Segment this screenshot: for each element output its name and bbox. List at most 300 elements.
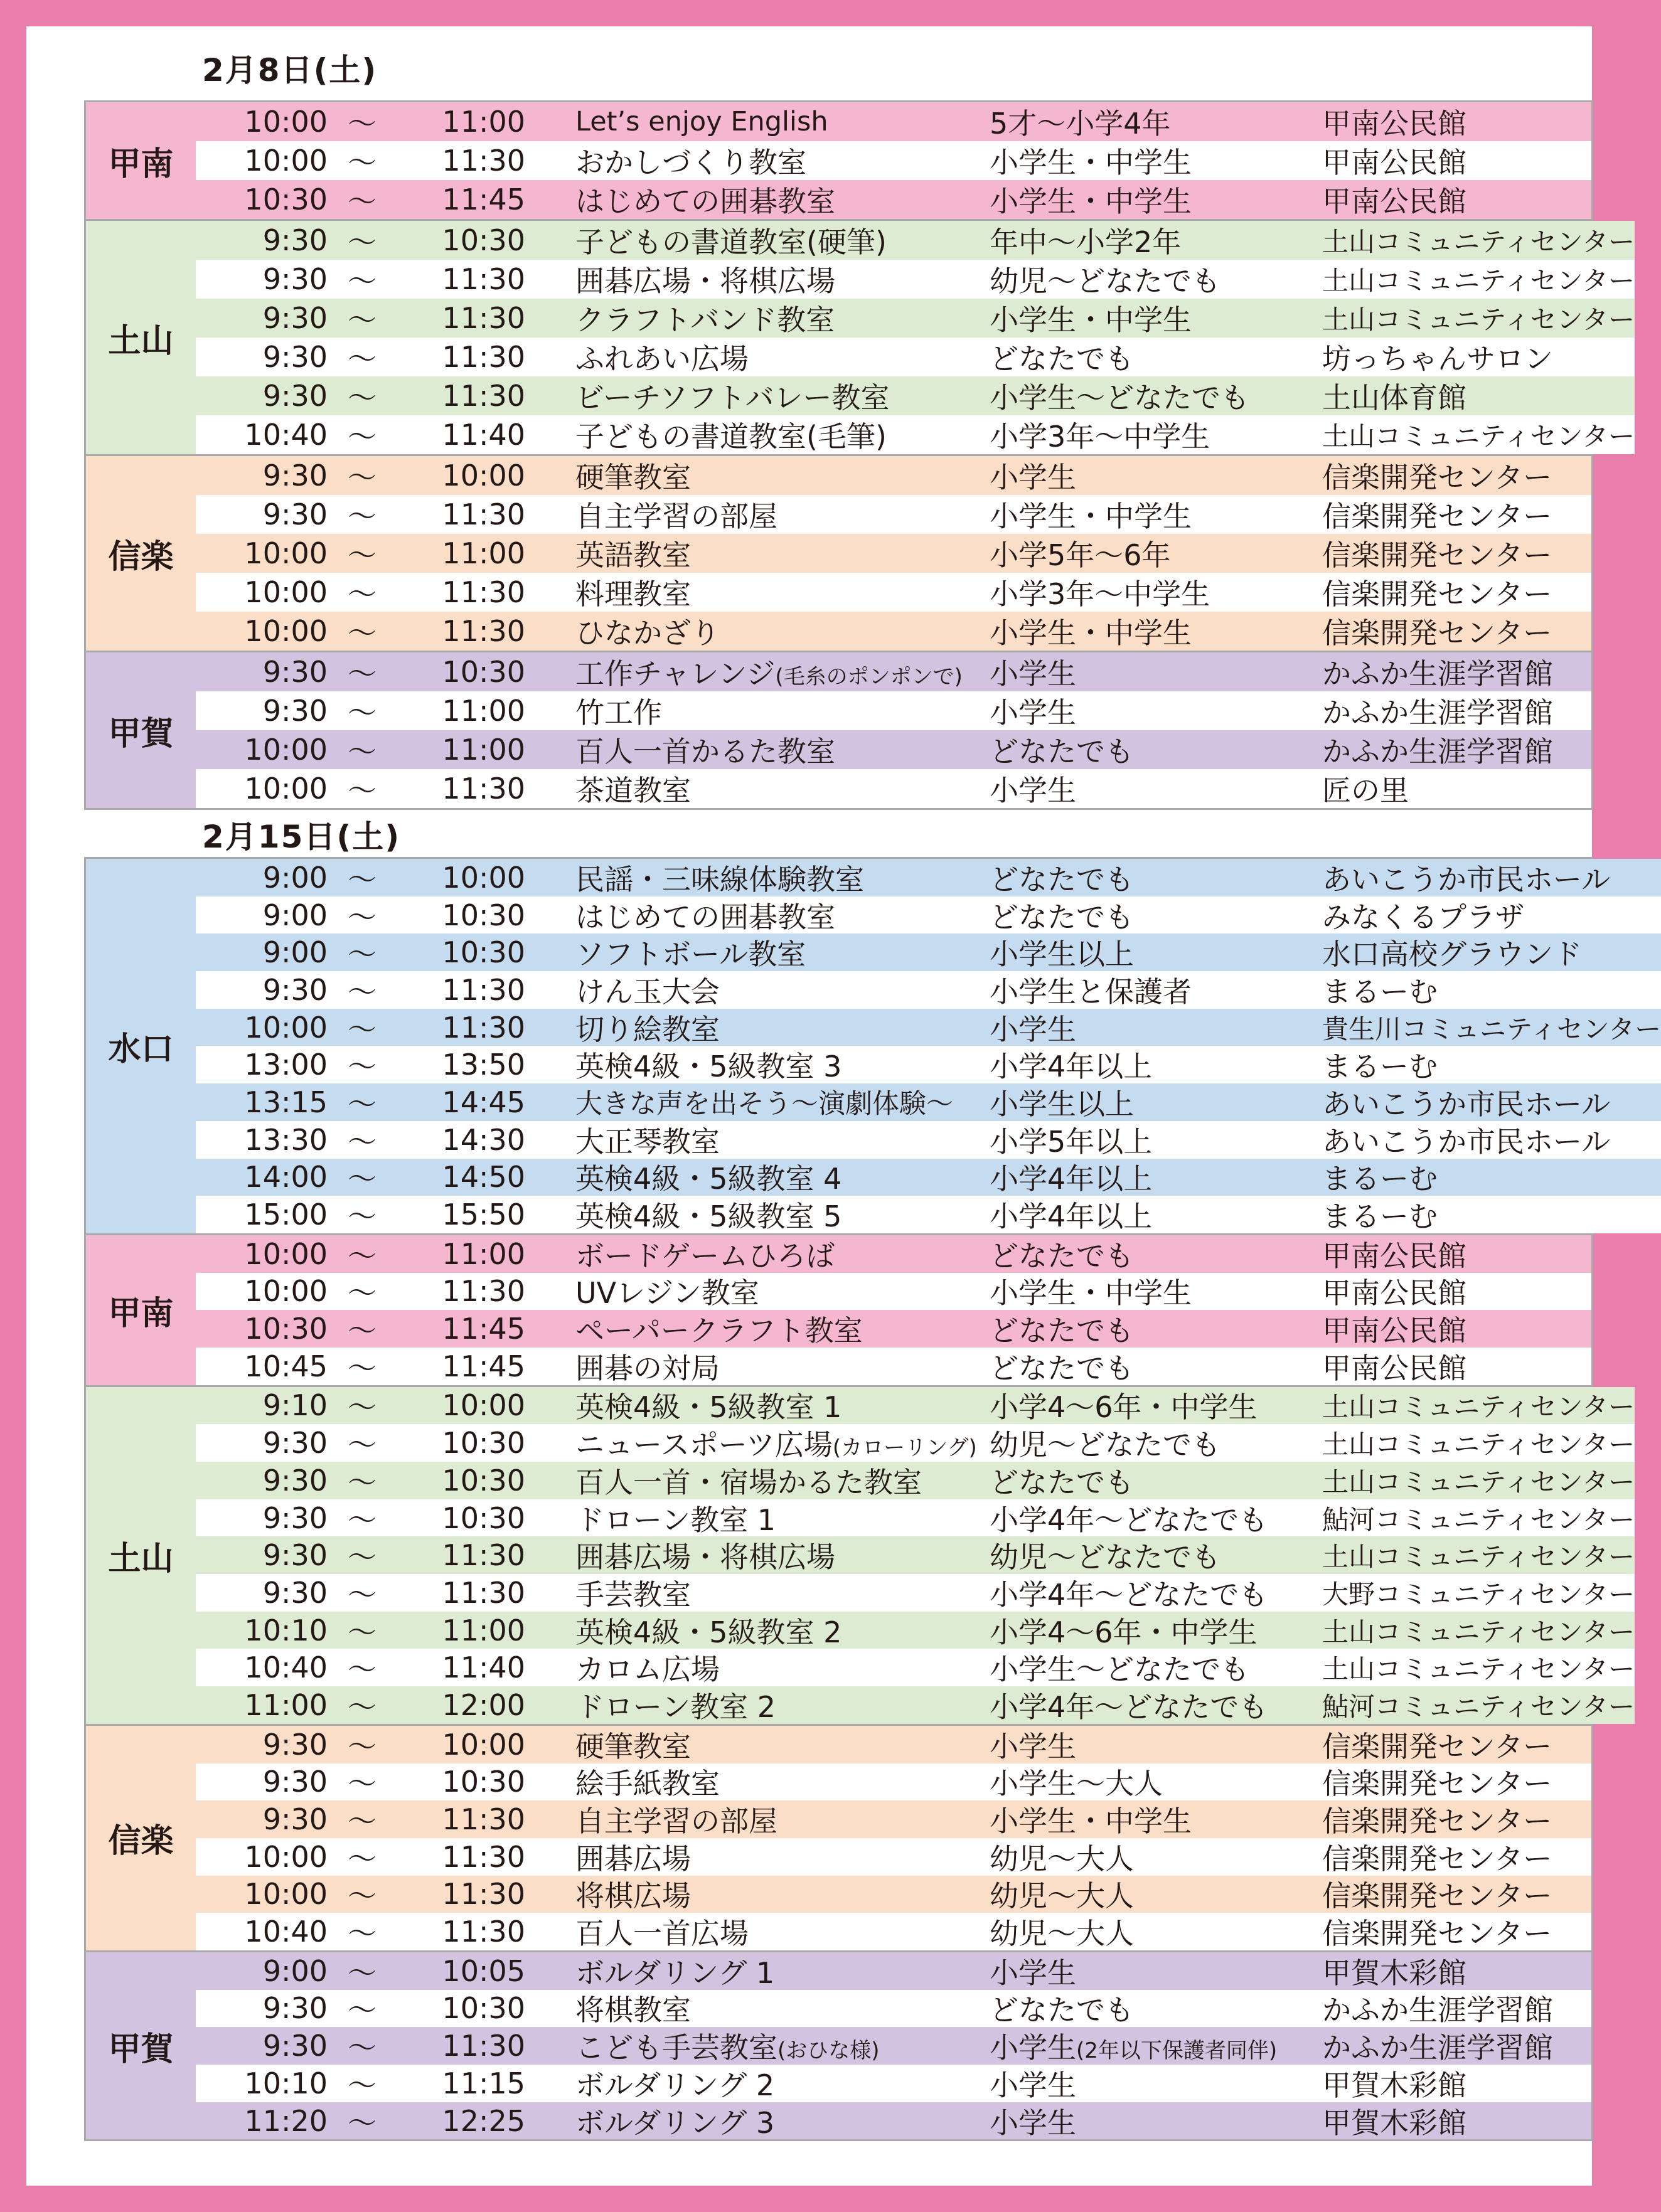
event-name bbox=[575, 1422, 990, 1464]
venue-name: かふか生涯学習館 bbox=[1322, 735, 1553, 768]
target-text: 幼児～大人 bbox=[990, 1841, 1134, 1876]
venue-name: 信楽開発センター bbox=[1322, 1879, 1552, 1913]
event-name bbox=[575, 1007, 990, 1048]
venue-name: まるーむ bbox=[1322, 1162, 1438, 1196]
event-title: ボルダリング 3 bbox=[575, 2105, 775, 2140]
time-separator: ～ bbox=[348, 1238, 377, 1273]
venue-name: まるーむ bbox=[1322, 1199, 1438, 1234]
time-separator: ～ bbox=[348, 1917, 377, 1951]
event-name bbox=[575, 895, 990, 936]
start-time: 9:00 bbox=[262, 860, 328, 895]
time-separator: ～ bbox=[348, 2068, 377, 2102]
target-text: 小学生 bbox=[990, 2105, 1076, 2140]
target-text: 小学生 bbox=[990, 1729, 1076, 1763]
section-date-1: 2月8日(土) bbox=[202, 52, 378, 88]
event-name bbox=[575, 1044, 990, 1085]
target-audience bbox=[990, 1724, 1322, 1765]
event-name bbox=[575, 455, 990, 496]
target-audience bbox=[990, 1684, 1322, 1726]
event-title: ニュースポーツ広場 bbox=[575, 1428, 833, 1462]
venue-name: 甲南公民館 bbox=[1322, 1238, 1466, 1273]
target-text: 5才～小学4年 bbox=[990, 107, 1171, 141]
start-time: 9:30 bbox=[262, 1802, 328, 1837]
venue-name: 信楽開発センター bbox=[1322, 1917, 1552, 1951]
schedule-row bbox=[196, 1009, 1661, 1046]
event-title: けん玉大会 bbox=[575, 974, 720, 1009]
schedule-row bbox=[196, 221, 1635, 260]
time-separator: ～ bbox=[348, 1012, 377, 1046]
venue-name: 匠の里 bbox=[1322, 774, 1409, 807]
end-time: 10:30 bbox=[442, 1991, 525, 2026]
schedule-table-feb15 bbox=[84, 857, 1661, 2141]
end-time: 10:30 bbox=[442, 655, 525, 689]
venue-name: 土山コミュニティセンター bbox=[1322, 1616, 1635, 1647]
event-title: ドローン教室 1 bbox=[575, 1502, 776, 1537]
schedule-row bbox=[196, 769, 1591, 808]
target-text: どなたでも bbox=[990, 900, 1134, 934]
end-time: 11:30 bbox=[442, 379, 525, 413]
section-date-2: 2月15日(土) bbox=[202, 819, 401, 855]
target-audience bbox=[990, 1836, 1322, 1878]
area-label: 信楽 bbox=[86, 456, 196, 651]
schedule-row bbox=[196, 612, 1591, 651]
time-separator: ～ bbox=[348, 342, 377, 376]
start-time: 9:30 bbox=[262, 1426, 328, 1460]
time-separator: ～ bbox=[348, 1314, 377, 1348]
event-name bbox=[575, 572, 990, 613]
target-note: (2年以下保護者同伴) bbox=[1076, 2038, 1278, 2064]
venue-name: 信楽開発センター bbox=[1322, 577, 1552, 611]
area-group bbox=[86, 456, 1591, 652]
event-title: 英検4級・5級教室 3 bbox=[575, 1050, 842, 1084]
event-title: 大きな声を出そう～演劇体験～ bbox=[575, 1088, 953, 1120]
schedule-row bbox=[196, 180, 1591, 219]
event-name bbox=[575, 1308, 990, 1349]
event-name bbox=[575, 690, 990, 731]
end-time: 10:05 bbox=[442, 1954, 525, 1988]
end-time: 11:00 bbox=[442, 105, 525, 139]
schedule-row bbox=[196, 1046, 1661, 1083]
event-name bbox=[575, 2063, 990, 2104]
schedule-row bbox=[196, 573, 1591, 612]
event-name bbox=[575, 1233, 990, 1275]
area-label: 甲賀 bbox=[86, 1952, 196, 2139]
event-title: カロム広場 bbox=[575, 1652, 720, 1687]
schedule-row bbox=[196, 691, 1591, 730]
time-separator: ～ bbox=[348, 735, 377, 768]
end-time: 11:00 bbox=[442, 536, 525, 570]
schedule-row bbox=[196, 1348, 1591, 1385]
schedule-row bbox=[196, 1800, 1591, 1838]
time-separator: ～ bbox=[348, 774, 377, 807]
time-separator: ～ bbox=[348, 1689, 377, 1724]
end-time: 11:30 bbox=[442, 144, 525, 178]
area-group bbox=[86, 859, 1661, 1235]
event-title: 将棋教室 bbox=[575, 1993, 691, 2028]
venue-name: あいこうか市民ホール bbox=[1322, 1087, 1611, 1121]
end-time: 10:30 bbox=[442, 1765, 525, 1799]
time-separator: ～ bbox=[348, 657, 377, 691]
target-text: どなたでも bbox=[990, 1465, 1134, 1499]
event-name bbox=[575, 1836, 990, 1878]
start-time: 10:00 bbox=[244, 575, 328, 609]
venue-name: 信楽開発センター bbox=[1322, 1804, 1552, 1839]
start-time: 10:00 bbox=[244, 105, 328, 139]
venue-name: あいこうか市民ホール bbox=[1322, 1124, 1611, 1159]
event-title: 子どもの書道教室(毛筆) bbox=[575, 420, 887, 454]
event-title: ふれあい広場 bbox=[575, 342, 749, 376]
end-time: 14:45 bbox=[442, 1085, 525, 1119]
target-audience bbox=[990, 1308, 1322, 1349]
end-time: 11:30 bbox=[442, 1010, 525, 1045]
schedule-row bbox=[196, 1235, 1591, 1273]
time-separator: ～ bbox=[348, 1615, 377, 1649]
target-text: 小学生 bbox=[990, 1955, 1076, 1990]
time-separator: ～ bbox=[348, 1087, 377, 1121]
event-name bbox=[575, 297, 990, 339]
end-time: 11:45 bbox=[442, 1312, 525, 1346]
target-audience bbox=[990, 1270, 1322, 1312]
start-time: 9:30 bbox=[262, 972, 328, 1007]
time-separator: ～ bbox=[348, 1729, 377, 1763]
time-separator: ～ bbox=[348, 184, 377, 218]
event-title: 百人一首・宿場かるた教室 bbox=[575, 1465, 922, 1499]
start-time: 10:30 bbox=[244, 1312, 328, 1346]
venue-name: 甲南公民館 bbox=[1322, 1314, 1466, 1348]
end-time: 11:00 bbox=[442, 1236, 525, 1271]
target-text: 小学生・中学生 bbox=[990, 303, 1192, 337]
event-title: 将棋広場 bbox=[575, 1879, 691, 1913]
start-time: 13:15 bbox=[244, 1085, 328, 1119]
time-separator: ～ bbox=[348, 900, 377, 934]
target-text: 小学生 bbox=[990, 1012, 1076, 1046]
time-separator: ～ bbox=[348, 1577, 377, 1612]
schedule-row bbox=[196, 1763, 1591, 1801]
schedule-row bbox=[196, 1196, 1661, 1233]
event-name bbox=[575, 1684, 990, 1726]
start-time: 9:30 bbox=[262, 262, 328, 296]
event-name bbox=[575, 258, 990, 300]
start-time: 9:00 bbox=[262, 1954, 328, 1988]
area-label: 甲南 bbox=[86, 1235, 196, 1385]
end-time: 11:30 bbox=[442, 301, 525, 335]
event-title: UVレジン教室 bbox=[575, 1276, 759, 1311]
event-name bbox=[575, 1385, 990, 1426]
end-time: 10:30 bbox=[442, 898, 525, 932]
event-title: 民謡・三味線体験教室 bbox=[575, 862, 864, 896]
end-time: 11:30 bbox=[442, 2029, 525, 2063]
venue-name: かふか生涯学習館 bbox=[1322, 657, 1553, 691]
event-name bbox=[575, 1987, 990, 2029]
target-text: 小学4～6年・中学生 bbox=[990, 1390, 1258, 1425]
end-time: 11:30 bbox=[442, 972, 525, 1007]
target-text: 小学生・中学生 bbox=[990, 146, 1192, 179]
schedule-row bbox=[196, 1424, 1635, 1462]
target-text: 小学4年～どなたでも bbox=[990, 1577, 1268, 1612]
venue-name: 坊っちゃんサロン bbox=[1322, 342, 1553, 376]
end-time: 11:30 bbox=[442, 1802, 525, 1837]
event-name bbox=[575, 1270, 990, 1312]
event-title: 囲碁広場・将棋広場 bbox=[575, 264, 835, 298]
start-time: 9:30 bbox=[262, 223, 328, 257]
time-separator: ～ bbox=[348, 1124, 377, 1159]
target-audience bbox=[990, 140, 1322, 181]
event-title: 切り絵教室 bbox=[575, 1012, 720, 1046]
schedule-row bbox=[196, 933, 1661, 971]
event-name bbox=[575, 1873, 990, 1915]
schedule-row bbox=[196, 495, 1591, 534]
venue-name: 甲賀木彩館 bbox=[1322, 2105, 1466, 2140]
venue-name: 土山コミュニティセンター bbox=[1322, 1541, 1635, 1573]
schedule-row bbox=[196, 859, 1661, 896]
target-audience bbox=[990, 220, 1322, 261]
area-group bbox=[86, 1235, 1591, 1387]
start-time: 10:00 bbox=[244, 1877, 328, 1912]
schedule-row bbox=[196, 534, 1591, 573]
target-text: 小学4～6年・中学生 bbox=[990, 1615, 1258, 1649]
target-text: 小学生～大人 bbox=[990, 1767, 1163, 1801]
start-time: 9:30 bbox=[262, 2029, 328, 2063]
target-audience bbox=[990, 1346, 1322, 1387]
area-label: 甲南 bbox=[86, 102, 196, 219]
end-time: 10:30 bbox=[442, 1426, 525, 1460]
target-audience bbox=[990, 2063, 1322, 2104]
start-time: 10:00 bbox=[244, 1010, 328, 1045]
event-name bbox=[575, 220, 990, 261]
target-text: 幼児～大人 bbox=[990, 1917, 1134, 1951]
start-time: 9:30 bbox=[262, 1575, 328, 1610]
venue-name: 土山コミュニティセンター bbox=[1322, 1654, 1635, 1685]
start-time: 14:00 bbox=[244, 1160, 328, 1194]
event-title: 囲碁の対局 bbox=[575, 1351, 720, 1385]
venue-name: かふか生涯学習館 bbox=[1322, 1993, 1553, 2028]
start-time: 10:00 bbox=[244, 772, 328, 806]
target-audience bbox=[990, 1119, 1322, 1161]
target-audience bbox=[990, 1194, 1322, 1235]
end-time: 10:00 bbox=[442, 1727, 525, 1762]
event-title: 自主学習の部屋 bbox=[575, 499, 777, 533]
start-time: 10:30 bbox=[244, 183, 328, 216]
venue-name: 信楽開発センター bbox=[1322, 616, 1552, 650]
schedule-row bbox=[196, 1536, 1635, 1574]
target-audience bbox=[990, 857, 1322, 898]
start-time: 9:00 bbox=[262, 898, 328, 932]
event-name bbox=[575, 1346, 990, 1387]
event-title: 英検4級・5級教室 2 bbox=[575, 1615, 842, 1649]
start-time: 9:30 bbox=[262, 655, 328, 689]
event-title: こども手芸教室 bbox=[575, 2031, 777, 2065]
time-separator: ～ bbox=[348, 862, 377, 896]
target-text: 小学生～どなたでも bbox=[990, 1652, 1249, 1687]
time-separator: ～ bbox=[348, 1955, 377, 1990]
end-time: 10:00 bbox=[442, 459, 525, 492]
venue-name: 鮎河コミュニティセンター bbox=[1322, 1504, 1635, 1535]
venue-name: 信楽開発センター bbox=[1322, 499, 1552, 533]
schedule-row bbox=[196, 1083, 1661, 1121]
target-audience bbox=[990, 969, 1322, 1011]
start-time: 15:00 bbox=[244, 1198, 328, 1232]
start-time: 9:30 bbox=[262, 379, 328, 413]
event-title: 英検4級・5級教室 1 bbox=[575, 1390, 842, 1425]
schedule-row bbox=[196, 102, 1591, 141]
target-text: 小学3年～中学生 bbox=[990, 420, 1210, 454]
area-label: 土山 bbox=[86, 1387, 196, 1724]
start-time: 11:00 bbox=[244, 1688, 328, 1722]
event-title: ボルダリング 2 bbox=[575, 2068, 775, 2102]
target-audience bbox=[990, 895, 1322, 936]
start-time: 10:00 bbox=[244, 144, 328, 178]
event-name bbox=[575, 1610, 990, 1651]
schedule-row bbox=[196, 1159, 1661, 1196]
event-note: (おひな様) bbox=[777, 2038, 880, 2064]
target-audience bbox=[990, 1950, 1322, 1992]
page-frame bbox=[26, 26, 1661, 2186]
event-name bbox=[575, 932, 990, 973]
event-title: 英検4級・5級教室 4 bbox=[575, 1162, 842, 1196]
time-separator: ～ bbox=[348, 538, 377, 572]
event-name bbox=[575, 1950, 990, 1992]
venue-name: 土山コミュニティセンター bbox=[1322, 421, 1635, 452]
time-separator: ～ bbox=[348, 1540, 377, 1575]
schedule-row bbox=[196, 2102, 1591, 2140]
target-text: 小学生 bbox=[990, 696, 1076, 730]
end-time: 10:30 bbox=[442, 935, 525, 970]
venue-name: かふか生涯学習館 bbox=[1322, 696, 1553, 730]
event-name bbox=[575, 1647, 990, 1688]
event-name bbox=[575, 2100, 990, 2142]
end-time: 13:50 bbox=[442, 1048, 525, 1082]
target-audience bbox=[990, 610, 1322, 652]
target-audience bbox=[990, 375, 1322, 417]
schedule-row bbox=[196, 260, 1635, 299]
target-text: 小学生・中学生 bbox=[990, 616, 1192, 650]
event-title: はじめての囲碁教室 bbox=[575, 184, 835, 218]
target-text: 小学5年～6年 bbox=[990, 538, 1171, 572]
end-time: 10:30 bbox=[442, 1501, 525, 1535]
event-name bbox=[575, 1799, 990, 1840]
event-title: ひなかざり bbox=[575, 616, 720, 650]
schedule-row bbox=[196, 1686, 1635, 1724]
time-separator: ～ bbox=[348, 1841, 377, 1876]
time-separator: ～ bbox=[348, 937, 377, 972]
end-time: 11:30 bbox=[442, 575, 525, 609]
start-time: 9:30 bbox=[262, 1991, 328, 2026]
target-text: 小学生以上 bbox=[990, 1087, 1134, 1121]
start-time: 9:00 bbox=[262, 935, 328, 970]
target-audience bbox=[990, 1911, 1322, 1952]
target-audience bbox=[990, 1610, 1322, 1651]
target-audience bbox=[990, 768, 1322, 809]
event-title: 囲碁広場 bbox=[575, 1841, 691, 1876]
event-name bbox=[575, 729, 990, 770]
venue-name: 水口高校グラウンド bbox=[1322, 937, 1582, 972]
target-text: 小学4年～どなたでも bbox=[990, 1689, 1268, 1724]
event-name bbox=[575, 375, 990, 417]
end-time: 11:40 bbox=[442, 1651, 525, 1685]
venue-name: 土山コミュニティセンター bbox=[1322, 1466, 1635, 1497]
event-title: ボルダリング 1 bbox=[575, 1955, 775, 1990]
start-time: 11:20 bbox=[244, 2103, 328, 2138]
event-name bbox=[575, 1497, 990, 1539]
schedule-row bbox=[196, 376, 1635, 415]
target-audience bbox=[990, 1497, 1322, 1539]
start-time: 10:00 bbox=[244, 1236, 328, 1271]
event-name bbox=[575, 2025, 990, 2066]
event-title: 百人一首広場 bbox=[575, 1917, 749, 1951]
time-separator: ～ bbox=[348, 460, 377, 494]
schedule-row bbox=[196, 1876, 1591, 1913]
end-time: 12:00 bbox=[442, 1688, 525, 1722]
venue-name: まるーむ bbox=[1322, 974, 1438, 1009]
venue-name: 信楽開発センター bbox=[1322, 1841, 1552, 1876]
event-title: 百人一首かるた教室 bbox=[575, 735, 835, 768]
event-title: 自主学習の部屋 bbox=[575, 1804, 777, 1839]
target-audience bbox=[990, 1873, 1322, 1915]
venue-name: かふか生涯学習館 bbox=[1322, 2031, 1553, 2065]
target-audience bbox=[990, 1422, 1322, 1464]
end-time: 11:00 bbox=[442, 733, 525, 767]
schedule-row bbox=[196, 1387, 1635, 1425]
area-label: 水口 bbox=[86, 859, 196, 1233]
time-separator: ～ bbox=[348, 1050, 377, 1084]
target-text: 小学4年～どなたでも bbox=[990, 1502, 1268, 1537]
target-text: どなたでも bbox=[990, 1314, 1134, 1348]
end-time: 11:30 bbox=[442, 262, 525, 296]
time-separator: ～ bbox=[348, 1767, 377, 1801]
target-text: 小学生・中学生 bbox=[990, 1276, 1192, 1311]
venue-name: 土山コミュニティセンター bbox=[1322, 226, 1635, 257]
target-audience bbox=[990, 2025, 1322, 2066]
event-title: Let’s enjoy English bbox=[575, 106, 828, 137]
time-separator: ～ bbox=[348, 696, 377, 730]
target-text: 幼児～どなたでも bbox=[990, 1428, 1220, 1462]
target-text: どなたでも bbox=[990, 1351, 1134, 1385]
end-time: 11:30 bbox=[442, 497, 525, 531]
time-separator: ～ bbox=[348, 1276, 377, 1311]
schedule-row bbox=[196, 1462, 1635, 1499]
target-audience bbox=[990, 1647, 1322, 1688]
start-time: 9:10 bbox=[262, 1388, 328, 1423]
start-time: 9:30 bbox=[262, 301, 328, 335]
target-text: 小学生 bbox=[990, 2031, 1076, 2065]
time-separator: ～ bbox=[348, 2031, 377, 2065]
start-time: 10:40 bbox=[244, 1915, 328, 1949]
venue-name: 信楽開発センター bbox=[1322, 538, 1552, 572]
venue-name: 貴生川コミュニティセンター bbox=[1322, 1013, 1661, 1045]
target-audience bbox=[990, 297, 1322, 339]
target-audience bbox=[990, 572, 1322, 613]
time-separator: ～ bbox=[348, 616, 377, 650]
event-title: ソフトボール教室 bbox=[575, 937, 806, 972]
schedule-row bbox=[196, 1612, 1635, 1649]
time-separator: ～ bbox=[348, 1199, 377, 1234]
venue-name: 土山コミュニティセンター bbox=[1322, 304, 1635, 335]
target-text: 小学生 bbox=[990, 657, 1076, 691]
target-text: どなたでも bbox=[990, 342, 1134, 376]
event-name bbox=[575, 414, 990, 455]
event-name bbox=[575, 1761, 990, 1802]
venue-name: 土山コミュニティセンター bbox=[1322, 1391, 1635, 1423]
time-separator: ～ bbox=[348, 1351, 377, 1385]
venue-name: まるーむ bbox=[1322, 1050, 1438, 1084]
area-group bbox=[86, 652, 1591, 808]
start-time: 10:00 bbox=[244, 1839, 328, 1874]
schedule-row bbox=[196, 896, 1661, 934]
event-title: ビーチソフトバレー教室 bbox=[575, 381, 890, 415]
area-label: 甲賀 bbox=[86, 652, 196, 808]
start-time: 13:30 bbox=[244, 1122, 328, 1157]
time-separator: ～ bbox=[348, 146, 377, 179]
